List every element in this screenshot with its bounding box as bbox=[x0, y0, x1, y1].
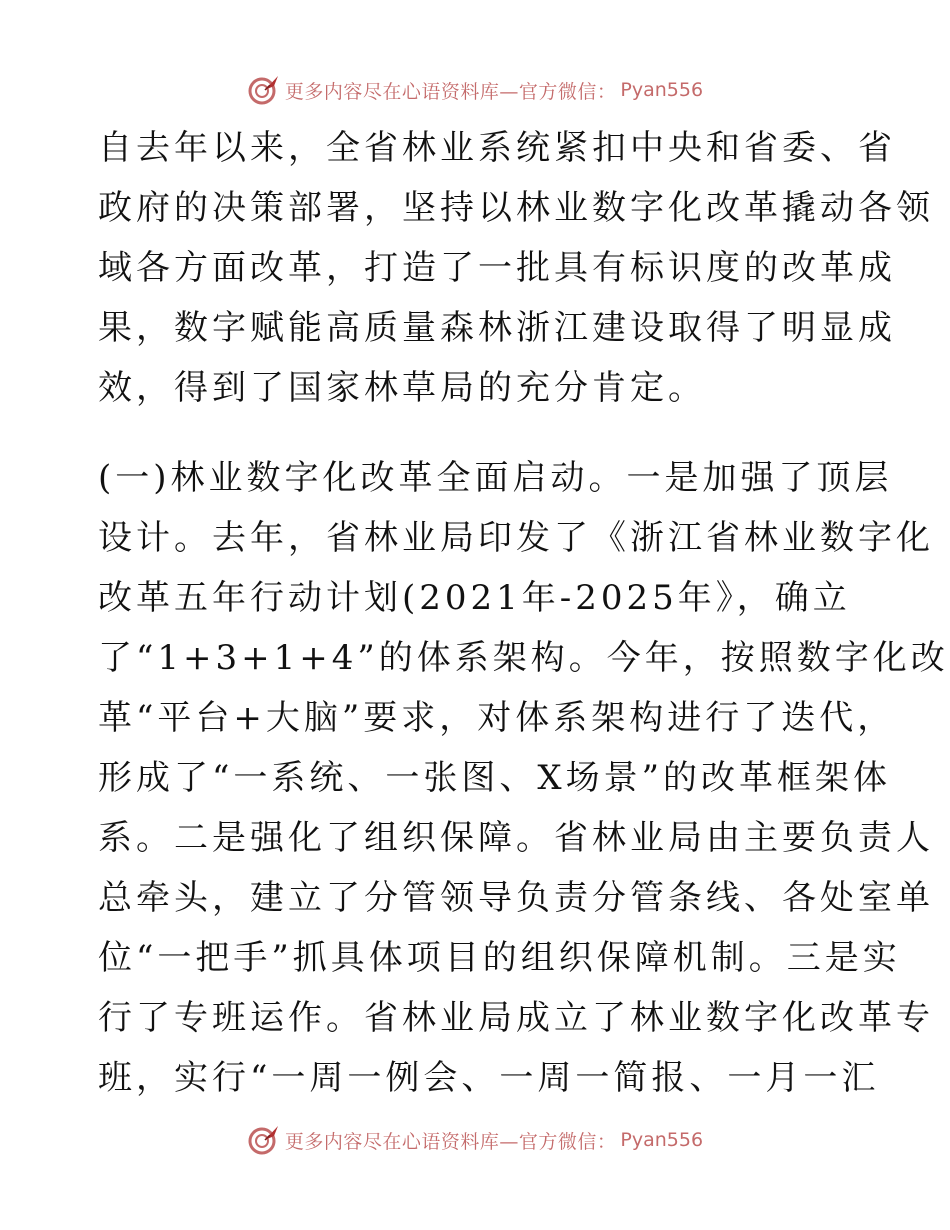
text-line: 设计。去年，省林业局印发了《浙江省林业数字化 bbox=[98, 518, 934, 558]
text-line: 了“1+3+1+4”的体系架构。今年，按照数字化改 bbox=[98, 638, 949, 678]
footer-banner-handle: Pyan556 bbox=[620, 1129, 704, 1151]
text-line: 改革五年行动计划(2021年-2025年》，确立 bbox=[98, 578, 851, 618]
text-line: 政府的决策部署，坚持以林业数字化改革撬动各领 bbox=[98, 188, 934, 228]
footer-banner-content bbox=[247, 1123, 703, 1157]
header-banner-handle: Pyan556 bbox=[620, 79, 704, 101]
quill-logo-icon bbox=[247, 73, 281, 107]
text-line: (一)林业数字化改革全面启动。一是加强了顶层 bbox=[98, 458, 893, 498]
text-line: 效，得到了国家林草局的充分肯定。 bbox=[98, 368, 706, 408]
text-line: 总牵头，建立了分管领导负责分管条线、各处室单 bbox=[98, 878, 934, 918]
text-line: 班，实行“一周一例会、一周一简报、一月一汇 bbox=[98, 1058, 880, 1098]
text-line: 形成了“一系统、一张图、X场景”的改革框架体 bbox=[98, 758, 891, 798]
text-line: 行了专班运作。省林业局成立了林业数字化改革专 bbox=[98, 998, 934, 1038]
header-banner-content bbox=[247, 73, 703, 107]
document-body bbox=[98, 118, 949, 1108]
quill-logo-icon bbox=[247, 1123, 281, 1157]
text-line: 域各方面改革，打造了一批具有标识度的改革成 bbox=[98, 248, 896, 288]
footer-banner-text: 更多内容尽在心语资料库—官方微信： bbox=[284, 1130, 617, 1153]
paragraph-section-one bbox=[98, 448, 949, 1108]
paragraph-intro bbox=[98, 118, 934, 418]
text-line: 果，数字赋能高质量森林浙江建设取得了明显成 bbox=[98, 308, 896, 348]
text-line: 革“平台+大脑”要求，对体系架构进行了迭代， bbox=[98, 698, 896, 738]
text-line: 自去年以来，全省林业系统紧扣中央和省委、省 bbox=[98, 128, 896, 168]
text-line: 位“一把手”抓具体项目的组织保障机制。三是实 bbox=[98, 938, 901, 978]
header-banner bbox=[0, 70, 950, 110]
header-banner-text: 更多内容尽在心语资料库—官方微信： bbox=[284, 80, 617, 103]
footer-banner bbox=[0, 1120, 950, 1160]
text-line: 系。二是强化了组织保障。省林业局由主要负责人 bbox=[98, 818, 934, 858]
